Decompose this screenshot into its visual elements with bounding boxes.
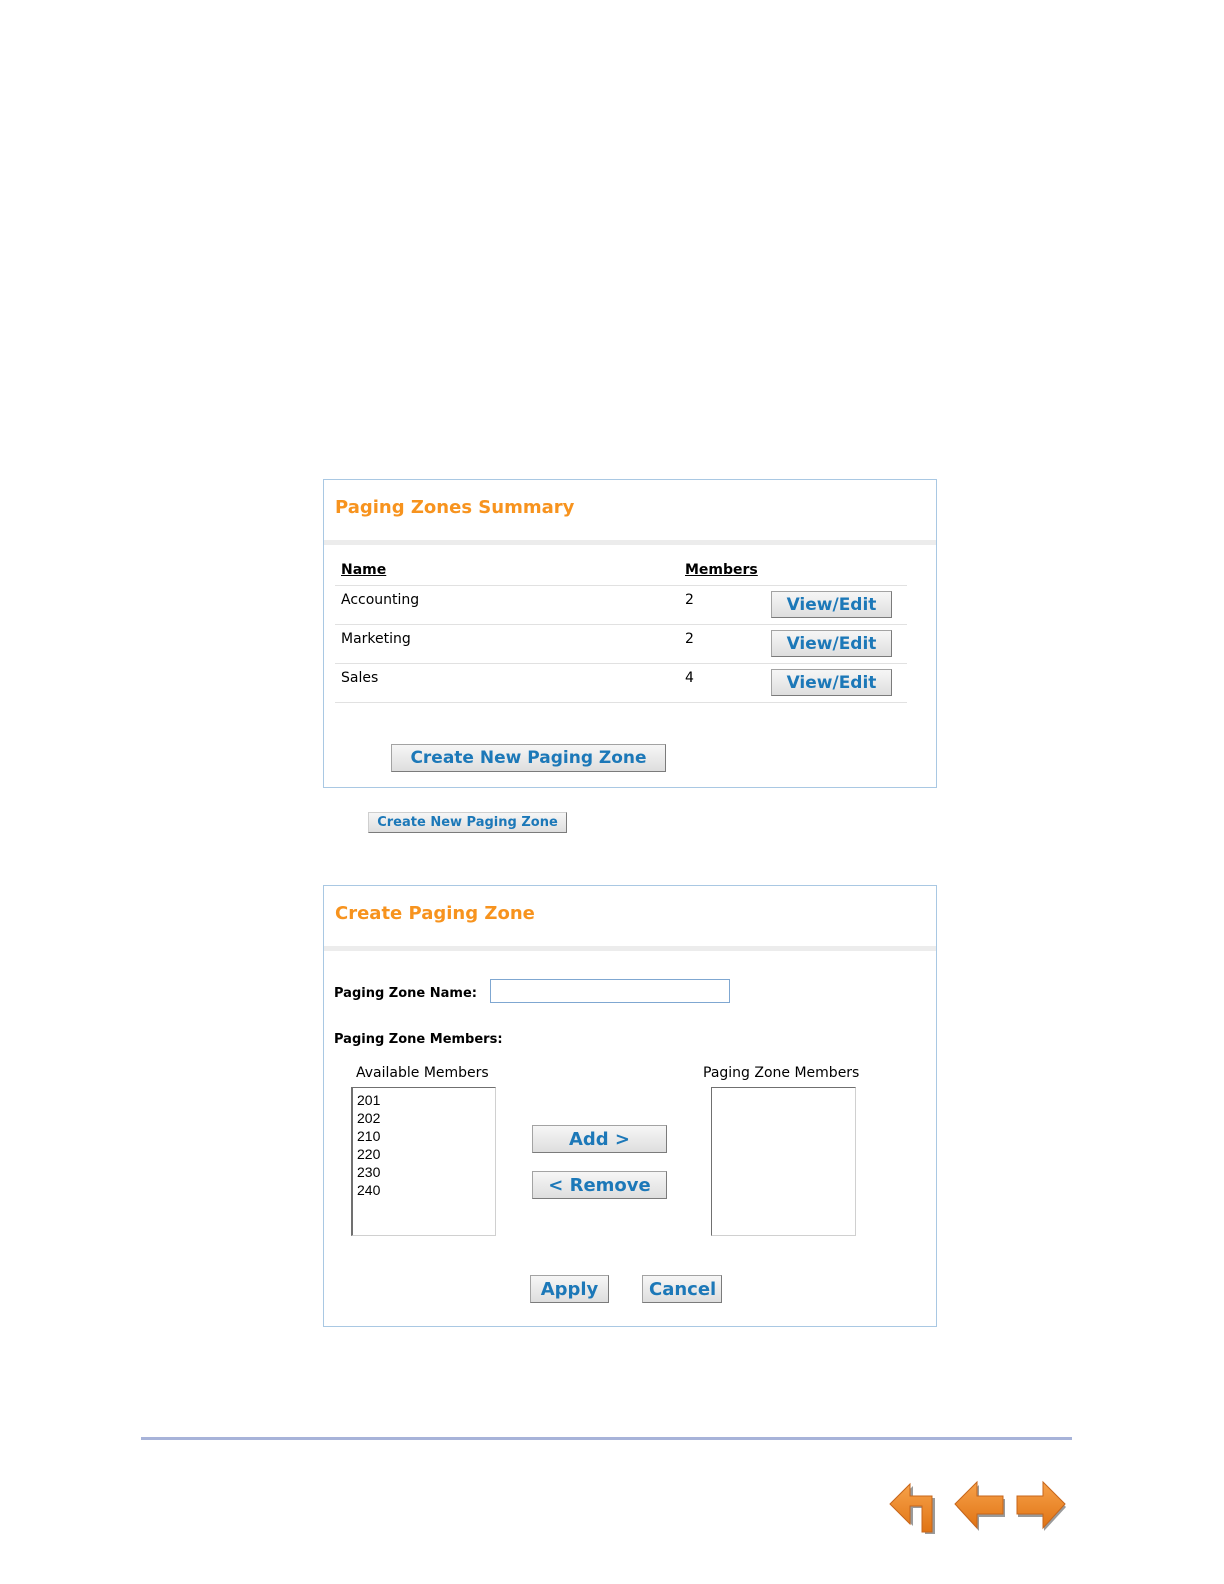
list-item[interactable]: 220 bbox=[357, 1146, 381, 1162]
zone-name: Accounting bbox=[341, 592, 420, 608]
zone-member-count: 2 bbox=[685, 631, 694, 647]
forward-arrow-icon[interactable] bbox=[1015, 1480, 1067, 1534]
row-divider bbox=[335, 663, 907, 664]
panel-title: Create Paging Zone bbox=[335, 903, 535, 924]
cancel-button[interactable]: Cancel bbox=[642, 1275, 722, 1303]
available-members-label: Available Members bbox=[356, 1065, 489, 1081]
create-paging-zone-panel bbox=[323, 885, 937, 1327]
available-members-list[interactable] bbox=[351, 1087, 496, 1236]
row-divider bbox=[335, 624, 907, 625]
panel-header bbox=[324, 480, 936, 545]
paging-zone-name-label: Paging Zone Name: bbox=[334, 986, 477, 1001]
list-item[interactable]: 201 bbox=[357, 1092, 381, 1108]
list-item[interactable]: 202 bbox=[357, 1110, 381, 1126]
zone-member-count: 2 bbox=[685, 592, 694, 608]
column-header-name: Name bbox=[341, 562, 387, 578]
return-icon[interactable] bbox=[888, 1480, 940, 1534]
zone-name: Sales bbox=[341, 670, 379, 686]
list-item[interactable]: 240 bbox=[357, 1182, 381, 1198]
view-edit-button-marketing[interactable]: View/Edit bbox=[771, 630, 892, 657]
panel-title: Paging Zones Summary bbox=[335, 497, 575, 518]
list-item[interactable]: 210 bbox=[357, 1128, 381, 1144]
view-edit-button-accounting[interactable]: View/Edit bbox=[771, 591, 892, 618]
paging-zones-summary-panel bbox=[323, 479, 937, 788]
remove-member-button[interactable]: < Remove bbox=[532, 1171, 667, 1199]
column-header-members: Members bbox=[685, 562, 758, 578]
view-edit-button-sales[interactable]: View/Edit bbox=[771, 669, 892, 696]
back-arrow-icon[interactable] bbox=[953, 1480, 1005, 1534]
add-member-button[interactable]: Add > bbox=[532, 1125, 667, 1153]
paging-zone-members-label: Paging Zone Members: bbox=[334, 1032, 503, 1047]
footer-divider bbox=[141, 1437, 1072, 1440]
zone-name: Marketing bbox=[341, 631, 411, 647]
row-divider bbox=[335, 585, 907, 586]
row-divider bbox=[335, 702, 907, 703]
list-item[interactable]: 230 bbox=[357, 1164, 381, 1180]
create-new-paging-zone-button-inline[interactable]: Create New Paging Zone bbox=[368, 812, 567, 833]
apply-button[interactable]: Apply bbox=[530, 1275, 609, 1303]
zone-member-count: 4 bbox=[685, 670, 694, 686]
paging-zone-name-input[interactable] bbox=[490, 979, 730, 1003]
paging-zone-members-list-label: Paging Zone Members bbox=[703, 1065, 860, 1081]
create-new-paging-zone-button[interactable]: Create New Paging Zone bbox=[391, 744, 666, 772]
panel-header bbox=[324, 886, 936, 951]
paging-zone-members-list[interactable] bbox=[711, 1087, 856, 1236]
